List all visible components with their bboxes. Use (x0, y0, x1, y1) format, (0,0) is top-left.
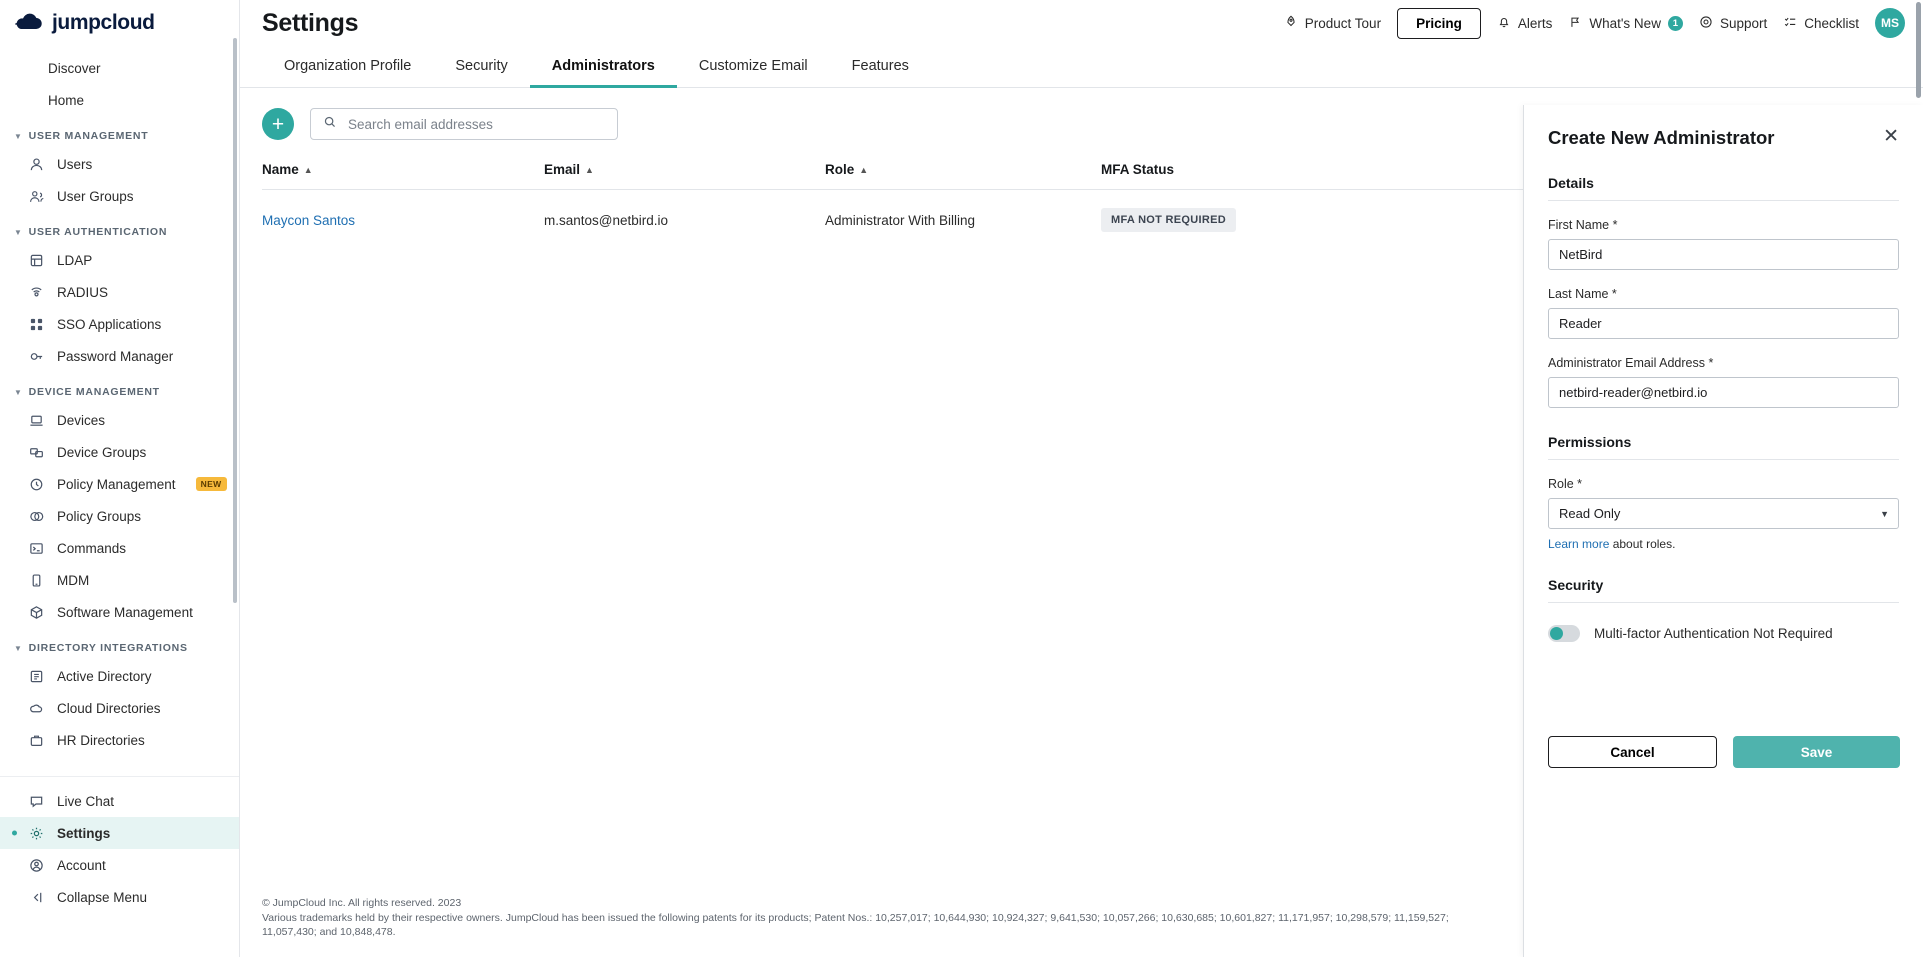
hr-icon (28, 732, 45, 749)
checklist-label: Checklist (1804, 15, 1859, 31)
sidebar-section-user-authentication[interactable] (0, 212, 239, 244)
sidebar-section-device-management[interactable] (0, 372, 239, 404)
sidebar-item-label: HR Directories (57, 732, 145, 748)
sidebar-item-label: Discover (48, 60, 101, 76)
sidebar-item-label: Software Management (57, 604, 193, 620)
panel-actions (1548, 736, 1900, 768)
cell-role: Administrator With Billing (825, 212, 976, 228)
search-input[interactable] (346, 116, 605, 133)
sidebar-item-collapse-menu[interactable] (0, 881, 239, 913)
radius-icon (28, 284, 45, 301)
cell-mfa-status (1101, 190, 1524, 249)
tab-security[interactable]: Security (455, 57, 508, 74)
checklist-icon (1783, 15, 1797, 32)
gear-icon (28, 825, 45, 842)
save-button[interactable]: Save (1733, 736, 1900, 768)
device-group-icon (28, 444, 45, 461)
terminal-icon (28, 540, 45, 557)
new-badge: NEW (196, 477, 227, 491)
mfa-toggle[interactable] (1548, 625, 1580, 642)
section-permissions: Permissions (1548, 434, 1899, 460)
first-name-label: First Name * (1548, 218, 1618, 232)
support-label: Support (1719, 15, 1768, 31)
sidebar-item-ldap[interactable] (0, 244, 239, 276)
status-badge: MFA NOT REQUIRED (1101, 208, 1236, 232)
tab-customize-email[interactable]: Customize Email (698, 57, 808, 74)
column-header-mfa-status[interactable]: MFA Status (1101, 162, 1524, 190)
sidebar-item-label: User Groups (57, 188, 134, 204)
brand-name: jumpcloud (52, 11, 155, 34)
account-icon (28, 857, 45, 874)
sidebar-item-users[interactable] (0, 148, 239, 180)
role-label: Role * (1548, 477, 1583, 491)
administrator-name-link[interactable]: Maycon Santos (262, 212, 356, 228)
cloud-icon (28, 700, 45, 717)
last-name-label: Last Name * (1548, 287, 1617, 301)
tab-administrators[interactable]: Administrators (530, 46, 677, 88)
alerts-button[interactable] (1497, 15, 1553, 32)
laptop-icon (28, 412, 45, 429)
section-label: DIRECTORY INTEGRATIONS (28, 642, 188, 654)
field-email (1548, 356, 1899, 408)
mfa-toggle-label: Multi-factor Authentication Not Required (1594, 626, 1833, 641)
pricing-button[interactable]: Pricing (1397, 8, 1481, 39)
page-title: Settings (262, 8, 359, 37)
sidebar-item-software-management[interactable] (0, 596, 239, 628)
table-header-row (262, 162, 1524, 190)
sidebar-item-active-directory[interactable] (0, 660, 239, 692)
role-select-wrap (1548, 498, 1899, 529)
sidebar-item-label: Live Chat (57, 793, 115, 809)
first-name-input[interactable] (1548, 239, 1899, 270)
whats-new-button[interactable] (1568, 15, 1683, 32)
sidebar-item-label: MDM (57, 572, 90, 588)
field-role (1548, 477, 1899, 551)
sidebar-item-label: Account (57, 857, 106, 873)
sidebar-item-cloud-directories[interactable] (0, 692, 239, 724)
cloud-logo-icon (14, 12, 44, 34)
sidebar-item-radius[interactable] (0, 276, 239, 308)
last-name-input[interactable] (1548, 308, 1899, 339)
section-details: Details (1548, 175, 1899, 201)
sidebar-item-label: Settings (57, 825, 111, 841)
sidebar-top-nav (0, 46, 239, 116)
toggle-knob (1550, 627, 1563, 640)
sidebar-item-label: Device Groups (57, 444, 147, 460)
column-header-role[interactable]: Role ▲ (825, 162, 1101, 190)
sidebar-item-sso-applications[interactable] (0, 308, 239, 340)
sidebar-item-devices[interactable] (0, 404, 239, 436)
mfa-toggle-row (1548, 625, 1899, 642)
tab-features[interactable]: Features (851, 57, 909, 74)
sidebar-item-account[interactable] (0, 849, 239, 881)
section-label: USER MANAGEMENT (28, 130, 149, 142)
cell-email: m.santos@netbird.io (544, 212, 669, 228)
sidebar-item-label: Policy Management (57, 476, 176, 492)
policy-icon (28, 476, 45, 493)
learn-more-link[interactable]: Learn more (1548, 537, 1610, 551)
sidebar-item-label: Devices (57, 412, 106, 428)
sidebar-item-label: Collapse Menu (57, 889, 148, 905)
sidebar-item-label: Users (57, 156, 93, 172)
chevron-down-icon: ▼ (14, 643, 23, 653)
sidebar-item-live-chat[interactable] (0, 785, 239, 817)
sort-icon: ▲ (303, 165, 313, 175)
avatar[interactable]: MS (1875, 8, 1905, 38)
bell-icon (1497, 15, 1511, 32)
close-icon[interactable]: ✕ (1883, 126, 1899, 147)
sidebar-bottom-nav (0, 776, 239, 913)
user-icon (28, 156, 45, 173)
sidebar-item-label: Commands (57, 540, 127, 556)
sidebar-item-label: Active Directory (57, 668, 152, 684)
page-scrollbar[interactable] (1916, 2, 1921, 98)
sidebar-item-label: SSO Applications (57, 316, 162, 332)
tab-organization-profile[interactable]: Organization Profile (284, 57, 412, 74)
field-first-name (1548, 218, 1899, 270)
sidebar-item-label: Cloud Directories (57, 700, 161, 716)
top-bar (240, 0, 1923, 46)
collapse-icon (28, 889, 45, 906)
key-icon (28, 348, 45, 365)
cancel-button[interactable]: Cancel (1548, 736, 1717, 768)
sidebar-item-mdm[interactable] (0, 564, 239, 596)
section-security: Security (1548, 577, 1899, 603)
table-row[interactable] (262, 190, 1524, 249)
chevron-down-icon: ▼ (1880, 508, 1889, 519)
field-last-name (1548, 287, 1899, 339)
footer (262, 896, 1482, 939)
checklist-button[interactable] (1783, 15, 1859, 32)
grid-icon (28, 316, 45, 333)
main-area (240, 0, 1923, 957)
sidebar-item-policy-groups[interactable] (0, 500, 239, 532)
role-select[interactable] (1548, 498, 1899, 529)
ldap-icon (28, 252, 45, 269)
whats-new-count: 1 (1668, 16, 1683, 31)
footer-copyright: © JumpCloud Inc. All rights reserved. 2023 (262, 897, 462, 910)
chevron-down-icon: ▼ (14, 387, 23, 397)
settings-tabs (240, 46, 1923, 88)
column-header-email[interactable]: Email ▲ (544, 162, 825, 190)
alerts-label: Alerts (1517, 15, 1553, 31)
product-tour-label: Product Tour (1304, 15, 1382, 31)
section-label: DEVICE MANAGEMENT (28, 386, 160, 398)
package-icon (28, 604, 45, 621)
product-tour-button[interactable] (1284, 15, 1381, 32)
sidebar-section-directory-integrations[interactable] (0, 628, 239, 660)
sidebar-item-label: Home (48, 92, 85, 108)
top-actions (1284, 8, 1905, 39)
email-field[interactable] (1548, 377, 1899, 408)
directory-icon (28, 668, 45, 685)
sidebar-item-discover[interactable] (0, 52, 239, 84)
sidebar-item-device-groups[interactable] (0, 436, 239, 468)
section-label: USER AUTHENTICATION (28, 226, 168, 238)
rocket-icon (1284, 15, 1298, 32)
search-icon (323, 115, 337, 134)
sidebar-item-settings[interactable] (0, 817, 239, 849)
sidebar-section-user-management[interactable] (0, 116, 239, 148)
administrators-table (262, 162, 1524, 248)
cell-name (262, 190, 544, 249)
role-helper-text (1548, 537, 1899, 551)
panel-title: Create New Administrator (1548, 127, 1775, 148)
table-body (262, 190, 1524, 249)
user-group-icon (28, 188, 45, 205)
chevron-down-icon: ▼ (14, 227, 23, 237)
chat-icon (28, 793, 45, 810)
panel-header (1548, 127, 1899, 149)
sidebar-item-user-groups[interactable] (0, 180, 239, 212)
helper-suffix: about roles. (1609, 537, 1676, 551)
sort-icon: ▲ (585, 165, 594, 175)
column-header-name[interactable]: Name ▲ (262, 162, 544, 190)
sidebar-item-home[interactable] (0, 84, 239, 116)
lifebuoy-icon (1699, 15, 1713, 32)
footer-patents-2: 11,057,430; and 10,848,478. (262, 925, 396, 938)
footer-patents-1: Various trademarks held by their respective owners. JumpCloud has been issued the following patents for its products; Patent Nos.: 10,257,017; 10,644,930; 10,924,327; 9,641,530; 10,057,266; 10,630,685; 10,601,827; 11,171,957; 10,298,579; 11,159,527; (262, 911, 1449, 924)
create-administrator-panel (1523, 105, 1923, 957)
policy-group-icon (28, 508, 45, 525)
search-box[interactable] (310, 108, 618, 140)
sidebar-item-commands[interactable] (0, 532, 239, 564)
sort-icon: ▲ (859, 165, 869, 175)
whats-new-label: What's New (1589, 15, 1661, 31)
sidebar-item-label: Policy Groups (57, 508, 142, 524)
sidebar-item-policy-management[interactable] (0, 468, 239, 500)
sidebar-item-label: RADIUS (57, 284, 109, 300)
email-label: Administrator Email Address * (1548, 356, 1714, 370)
mdm-icon (28, 572, 45, 589)
sidebar-item-label: Password Manager (57, 348, 174, 364)
sidebar-item-password-manager[interactable] (0, 340, 239, 372)
support-button[interactable] (1699, 15, 1767, 32)
sidebar (0, 0, 240, 957)
flag-icon (1568, 15, 1582, 32)
app-logo[interactable] (0, 0, 239, 46)
sidebar-item-label: LDAP (57, 252, 93, 268)
add-administrator-button[interactable]: + (262, 108, 294, 140)
sidebar-item-hr-directories[interactable] (0, 724, 239, 756)
chevron-down-icon: ▼ (14, 131, 23, 141)
table-header (262, 162, 1524, 190)
